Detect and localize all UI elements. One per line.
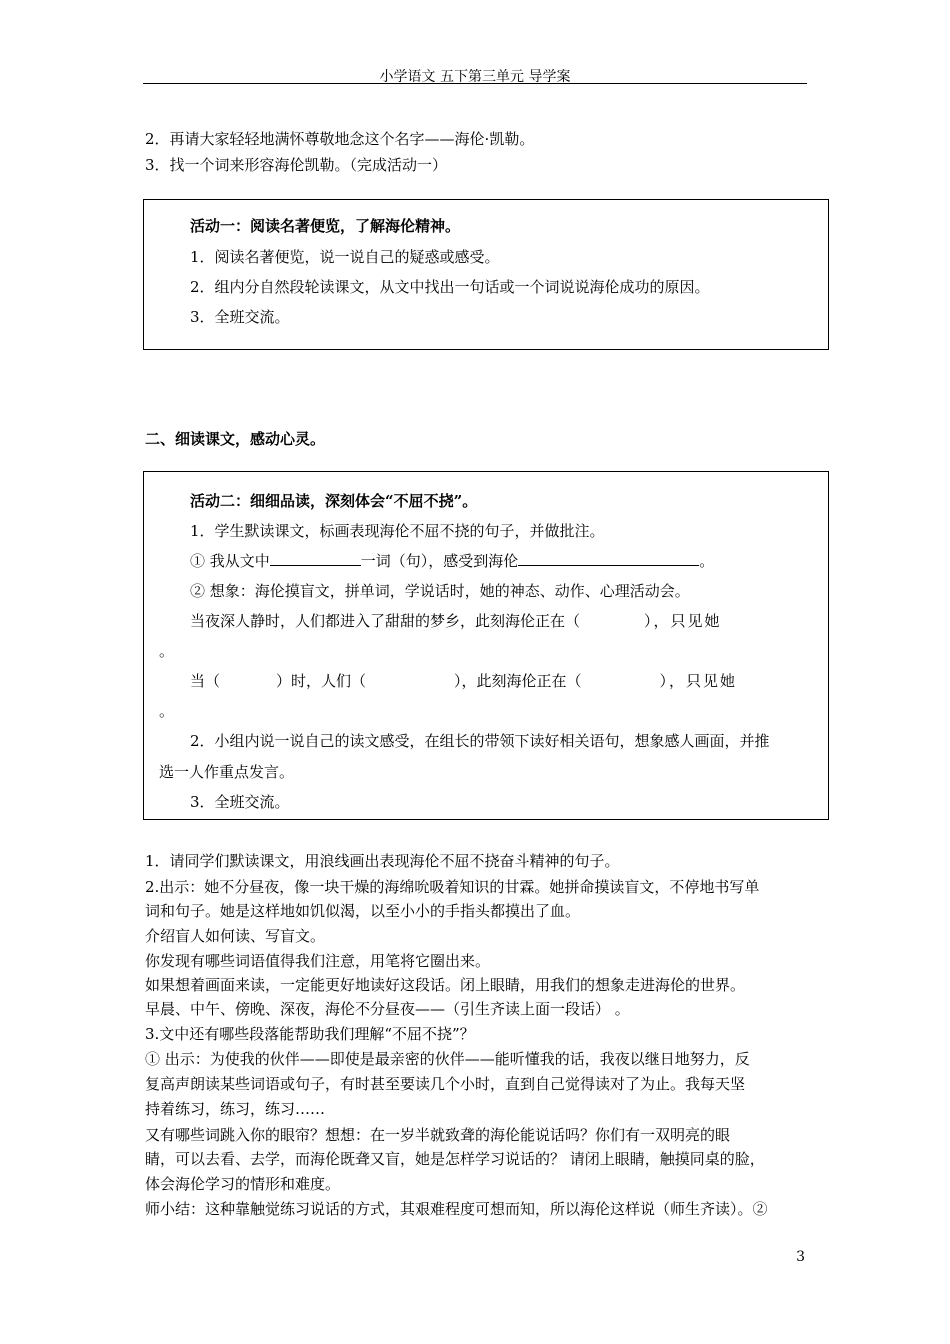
fill-blank-feeling xyxy=(518,551,699,566)
body-line-8b: 复高声朗读某些词语或句子，有时甚至要读几个小时，直到自己觉得读对了为止。我每天坚 xyxy=(145,1075,746,1093)
body-line-6: 早晨、中午、傍晚、深夜，海伦不分昼夜——（引生齐读上面一段话） 。 xyxy=(145,1000,630,1018)
header-rule xyxy=(143,83,807,84)
body-line-9a: 又有哪些词跳入你的眼帘？想想：在一岁半就致聋的海伦能说话吗？你们有一双明亮的眼 xyxy=(145,1126,731,1144)
activity-two-fill-line-1 xyxy=(190,550,714,571)
activity-one-item-2: 2．组内分自然段轮读课文，从文中找出一句话或一个词说说海伦成功的原因。 xyxy=(190,278,710,296)
body-line-5: 如果想着画面来读，一定能更好地读好这段话。闭上眼睛，用我们的想象走进海伦的世界。 xyxy=(145,976,746,994)
activity-one-box xyxy=(143,199,829,350)
body-line-2a: 2.出示：她不分昼夜，像一块干燥的海绵吮吸着知识的甘霖。她拼命摸读盲文，不停地书写单 xyxy=(145,878,760,896)
when-sentence-part-1: 当（ xyxy=(190,672,221,690)
body-line-2b: 词和句子。她是这样地如饥似渴，以至小小的手指头都摸出了血。 xyxy=(145,902,581,920)
body-line-10: 师小结：这种靠触觉练习说话的方式，其艰难程度可想而知，所以海伦这样说（师生齐读）。② xyxy=(145,1200,768,1218)
night-sentence-period: 。 xyxy=(159,642,175,660)
when-sentence-line xyxy=(190,670,737,691)
body-line-8a: ① 出示：为使我的伙伴——即使是最亲密的伙伴——能听懂我的话，我夜以继日地努力，反 xyxy=(145,1050,750,1068)
activity-two-item-2-line-1: 2．小组内说一说自己的读文感受，在组长的带领下读好相关语句，想象感人画面，并推 xyxy=(190,732,770,750)
body-line-8c: 持着练习，练习，练习…… xyxy=(145,1100,326,1118)
intro-line-3: 3．找一个词来形容海伦凯勒。（完成活动一） xyxy=(145,156,448,174)
night-sentence-line xyxy=(190,610,722,631)
section-two-heading: 二、细读课文，感动心灵。 xyxy=(145,430,326,448)
fill-end: 。 xyxy=(699,552,715,570)
activity-two-imagine-line: ② 想象：海伦摸盲文，拼单词，学说话时，她的神态、动作、心理活动会。 xyxy=(190,582,690,600)
activity-one-title: 活动一：阅读名著便览，了解海伦精神。 xyxy=(190,217,461,235)
fill-blank-word xyxy=(270,551,361,566)
body-line-9b: 睛，可以去看、去学，而海伦既聋又盲，她是怎样学习说话的？ 请闭上眼睛，触摸同桌的脸， xyxy=(145,1150,765,1168)
night-sentence-end: ），只见她 xyxy=(644,612,722,630)
body-line-4: 你发现有哪些词语值得我们注意，用笔将它圈出来。 xyxy=(145,952,491,970)
activity-one-item-3: 3．全班交流。 xyxy=(190,308,290,326)
activity-two-item-3: 3．全班交流。 xyxy=(190,793,290,811)
body-line-1: 1．请同学们默读课文，用浪线画出表现海伦不屈不挠奋斗精神的句子。 xyxy=(145,852,620,870)
fill-middle: 一词（句），感受到海伦 xyxy=(360,552,519,570)
activity-two-item-2-line-2: 选一人作重点发言。 xyxy=(159,763,295,781)
when-sentence-part-3: ），此刻海伦正在（ xyxy=(454,672,582,690)
activity-two-title: 活动二：细细品读，深刻体会“不屈不挠”。 xyxy=(190,492,478,510)
body-line-3: 介绍盲人如何读、写盲文。 xyxy=(145,927,326,945)
when-sentence-part-2: ）时，人们（ xyxy=(276,672,367,690)
body-line-9c: 体会海伦学习的情形和难度。 xyxy=(145,1175,341,1193)
activity-two-box xyxy=(143,471,829,820)
fill-prefix: ① 我从文中 xyxy=(190,552,270,570)
when-sentence-part-4: ），只见她 xyxy=(659,672,738,690)
activity-one-item-1: 1．阅读名著便览，说一说自己的疑惑或感受。 xyxy=(190,248,500,266)
page-number: 3 xyxy=(796,1249,805,1265)
night-sentence-start: 当夜深人静时，人们都进入了甜甜的梦乡，此刻海伦正在（ xyxy=(190,612,581,630)
activity-two-item-1: 1．学生默读课文，标画表现海伦不屈不挠的句子，并做批注。 xyxy=(190,522,605,540)
intro-line-2: 2．再请大家轻轻地满怀尊敬地念这个名字——海伦·凯勒。 xyxy=(145,130,535,148)
body-line-7: 3.文中还有哪些段落能帮助我们理解“不屈不挠”？ xyxy=(145,1025,475,1043)
page-header-title: 小学语文 五下第三单元 导学案 xyxy=(379,69,571,85)
when-sentence-period: 。 xyxy=(159,702,175,720)
